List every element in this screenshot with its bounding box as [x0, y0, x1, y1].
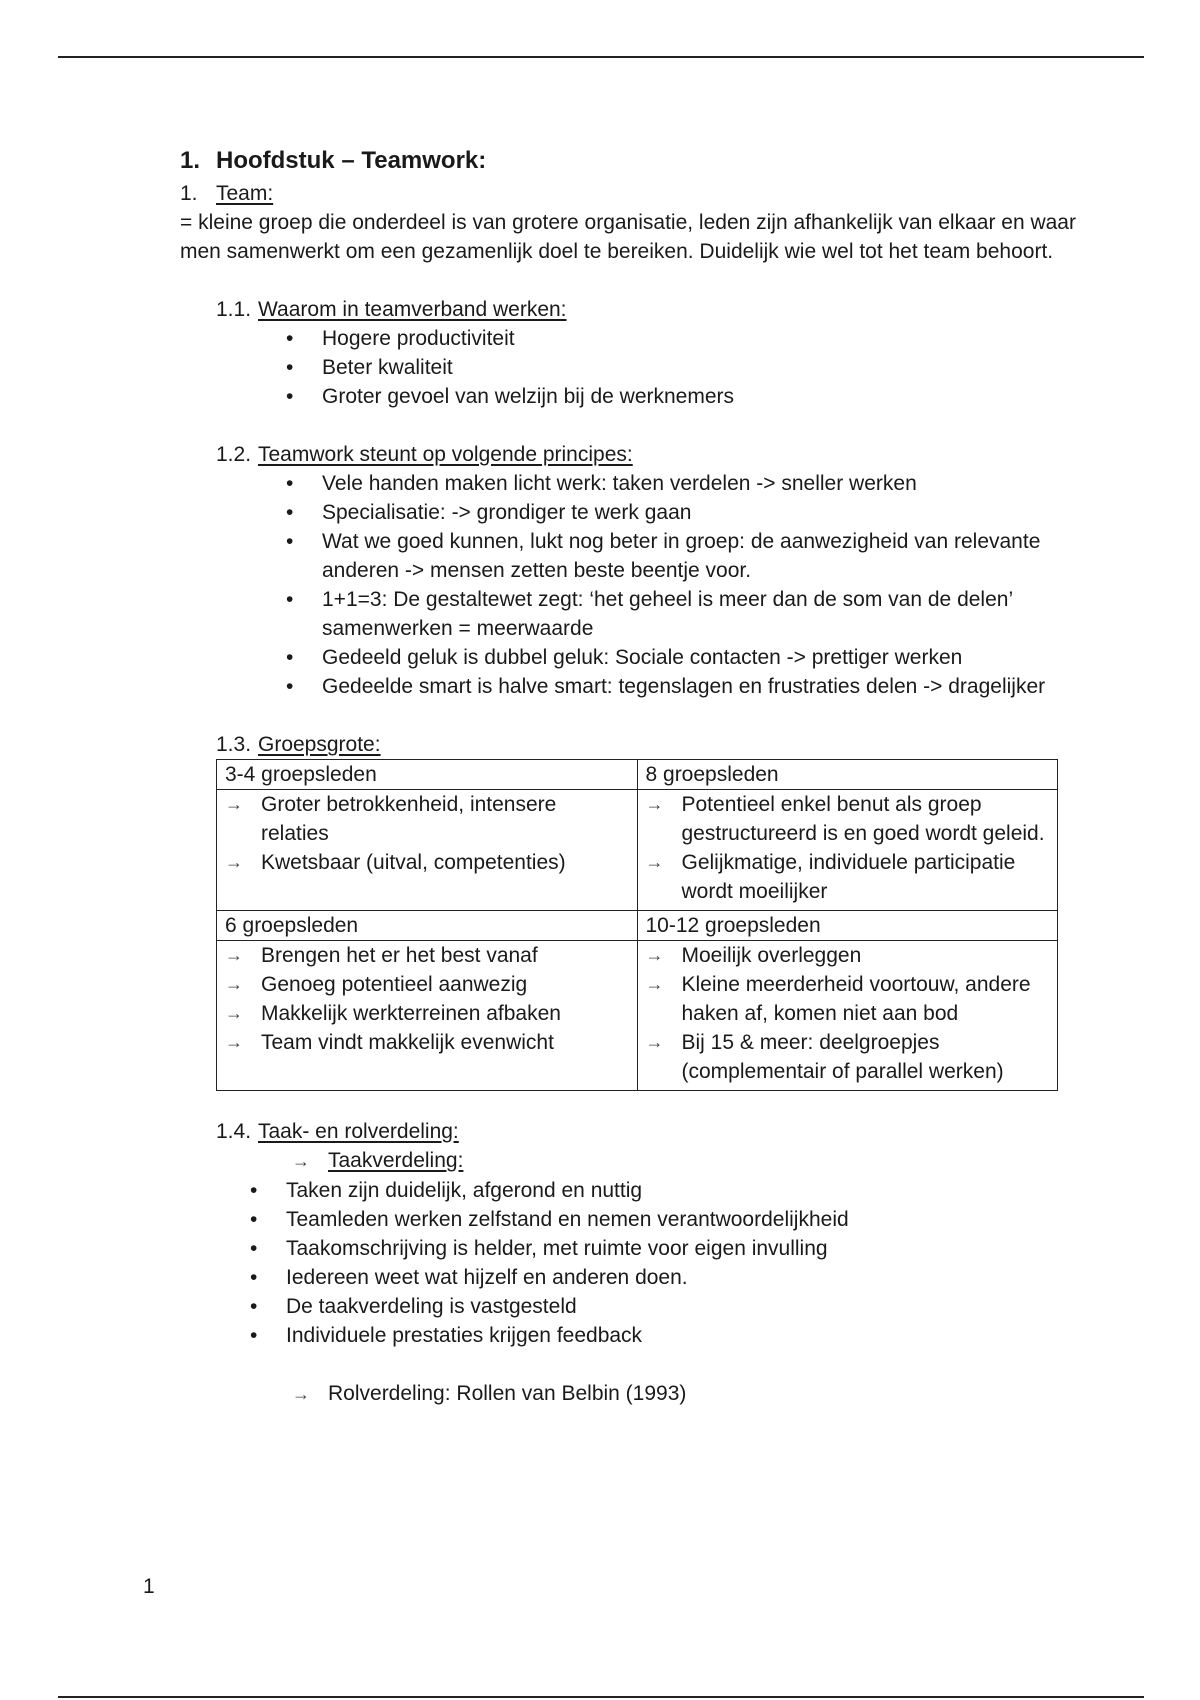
section-title: Teamwork steunt op volgende principes:	[258, 443, 633, 466]
arrow-right-icon: →	[292, 1151, 310, 1171]
arrow-item: → Genoeg potentieel aanwezig	[225, 970, 629, 999]
table-cell-header: 6 groepsleden	[217, 911, 638, 941]
list-item: • Taakomschrijving is helder, met ruimte voor eigen invulling	[216, 1234, 1080, 1263]
section-title: Taak- en rolverdeling:	[258, 1120, 459, 1143]
page-number: 1	[143, 1575, 155, 1598]
team-heading	[180, 179, 1080, 208]
list-item: • Specialisatie: -> grondiger te werk gaan	[216, 498, 1060, 527]
team-number: 1.	[180, 182, 198, 205]
chapter-heading	[180, 146, 1080, 176]
list-item: • Individuele prestaties krijgen feedback	[216, 1321, 1080, 1350]
section-1-2-title	[216, 440, 1080, 469]
list-item: • Wat we goed kunnen, lukt nog beter in groep: de aanwezigheid van relevante anderen -> mensen zetten beste beentje voor.	[216, 527, 1060, 585]
section-1-3	[216, 730, 1080, 1091]
principles-list	[216, 469, 1080, 701]
arrow-item: → Team vindt makkelijk evenwicht	[225, 1028, 629, 1057]
team-label: Team:	[216, 182, 274, 205]
arrow-item: → Brengen het er het best vanaf	[225, 941, 629, 970]
table-cell	[637, 941, 1058, 1091]
section-number: 1.1.	[216, 298, 252, 321]
list-item: • Hogere productiviteit	[216, 324, 1080, 353]
list-item: • 1+1=3: De gestaltewet zegt: ‘het geheel is meer dan de som van de delen’ samenwerken = meerwaarde	[216, 585, 1060, 643]
table-cell	[217, 790, 638, 911]
group-size-table	[216, 759, 1058, 1091]
section-title: Waarom in teamverband werken:	[258, 298, 567, 321]
table-cell	[637, 790, 1058, 911]
task-division-heading	[292, 1146, 1080, 1176]
section-1-4	[216, 1117, 1080, 1176]
list-item: • Beter kwaliteit	[216, 353, 1080, 382]
section-number: 1.4.	[216, 1120, 252, 1143]
section-1-1-title	[216, 295, 1080, 324]
list-item: • Gedeelde smart is halve smart: tegenslagen en frustraties delen -> dragelijker	[216, 672, 1060, 701]
reasons-list	[216, 324, 1080, 411]
arrow-item: → Gelijkmatige, individuele participatie wordt moeilijker	[646, 848, 1050, 906]
task-list	[216, 1176, 1080, 1350]
section-number: 1.2.	[216, 443, 252, 466]
table-cell-header: 10-12 groepsleden	[637, 911, 1058, 941]
table-cell-header: 8 groepsleden	[637, 760, 1058, 790]
list-item: • Vele handen maken licht werk: taken verdelen -> sneller werken	[216, 469, 1060, 498]
subheading: Rolverdeling: Rollen van Belbin (1993)	[328, 1382, 687, 1405]
arrow-item: → Bij 15 & meer: deelgroepjes (complementair of parallel werken)	[646, 1028, 1050, 1086]
section-1-3-title	[216, 730, 1080, 759]
section-title: Groepsgrote:	[258, 733, 381, 756]
list-item: • Teamleden werken zelfstand en nemen verantwoordelijkheid	[216, 1205, 1080, 1234]
section-1-2	[216, 440, 1080, 701]
arrow-item: → Groter betrokkenheid, intensere relaties	[225, 790, 629, 848]
section-1-1	[216, 295, 1080, 411]
table-cell	[217, 941, 638, 1091]
section-1-4-title	[216, 1117, 1080, 1146]
arrow-item: → Makkelijk werkterreinen afbaken	[225, 999, 629, 1028]
arrow-right-icon: →	[292, 1384, 310, 1404]
list-item: • De taakverdeling is vastgesteld	[216, 1292, 1080, 1321]
list-item: • Taken zijn duidelijk, afgerond en nuttig	[216, 1176, 1080, 1205]
chapter-title: Hoofdstuk – Teamwork:	[216, 147, 487, 174]
list-item: • Groter gevoel van welzijn bij de werknemers	[216, 382, 1080, 411]
arrow-item: → Moeilijk overleggen	[646, 941, 1050, 970]
list-item: • Gedeeld geluk is dubbel geluk: Sociale contacten -> prettiger werken	[216, 643, 1060, 672]
arrow-item: → Kwetsbaar (uitval, competenties)	[225, 848, 629, 877]
subheading: Taakverdeling:	[328, 1149, 464, 1172]
table-cell-header: 3-4 groepsleden	[217, 760, 638, 790]
chapter-number: 1.	[180, 147, 201, 174]
section-number: 1.3.	[216, 733, 252, 756]
list-item: • Iedereen weet wat hijzelf en anderen doen.	[216, 1263, 1080, 1292]
team-definition: = kleine groep die onderdeel is van grotere organisatie, leden zijn afhankelijk van elkaar en waar men samenwerkt om een gezamenlijk doel te bereiken. Duidelijk wie wel tot het team behoort.	[180, 211, 1076, 263]
document-body	[180, 146, 1080, 1409]
role-division-heading	[292, 1379, 1080, 1409]
header-rule	[58, 56, 1144, 58]
footer-rule	[58, 1696, 1144, 1698]
arrow-item: → Kleine meerderheid voortouw, andere haken af, komen niet aan bod	[646, 970, 1050, 1028]
arrow-item: → Potentieel enkel benut als groep gestructureerd is en goed wordt geleid.	[646, 790, 1050, 848]
